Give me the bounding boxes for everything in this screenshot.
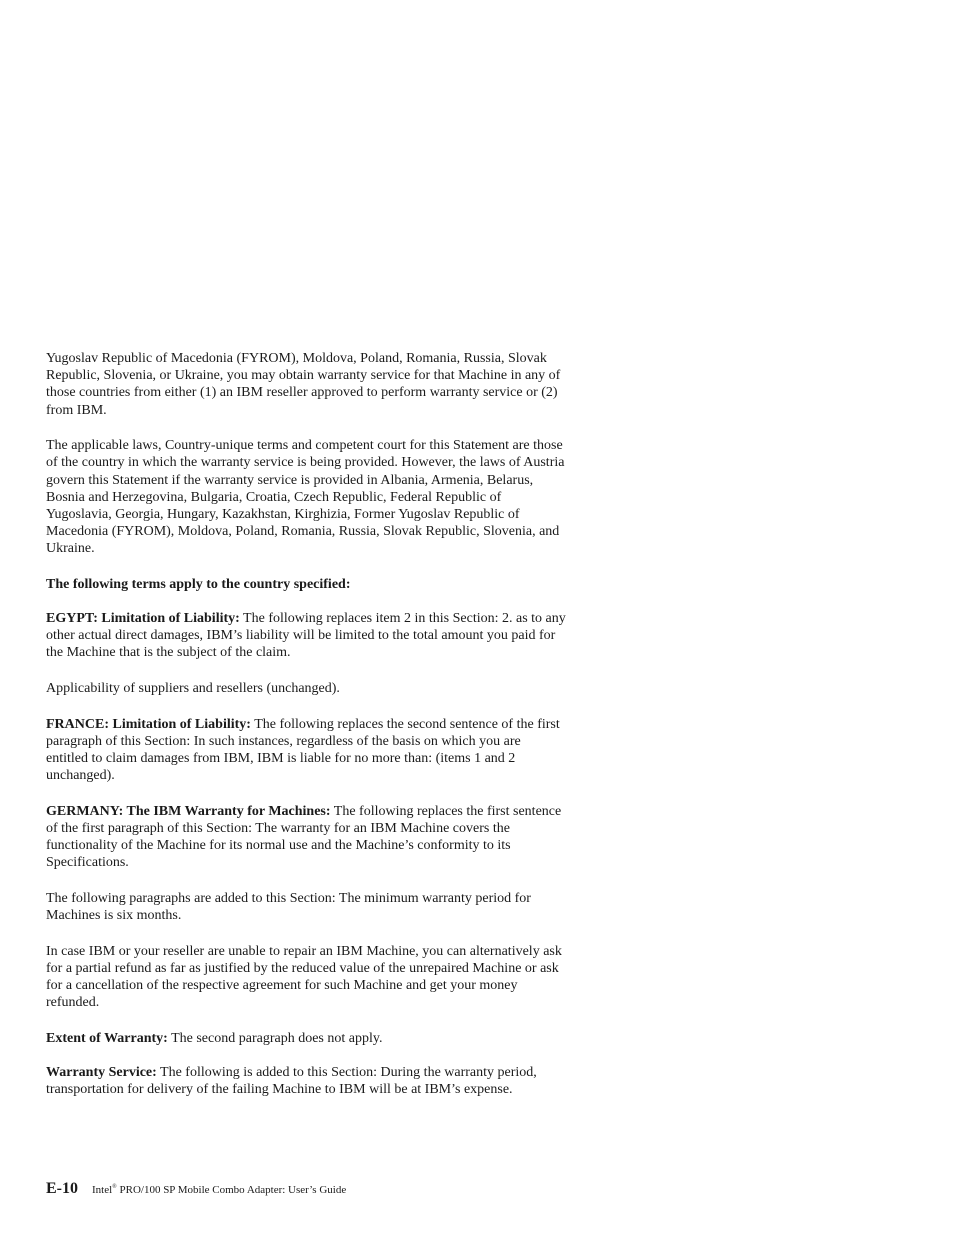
egypt-label: EGYPT: Limitation of Liability:	[46, 611, 240, 627]
page-footer	[46, 1180, 346, 1198]
footer-title	[92, 1184, 346, 1196]
paragraph-suppliers: Applicability of suppliers and resellers (unchanged).	[46, 681, 340, 697]
service-text: The following is added to this Section: During the warranty period, transportation for delivery of the failing Machine to IBM will be at IBM’s expense.	[46, 1065, 537, 1098]
paragraph-egypt	[46, 610, 566, 662]
service-label: Warranty Service:	[46, 1065, 157, 1081]
paragraph-warranty-service	[46, 1064, 566, 1098]
paragraph-minimum-warranty: The following paragraphs are added to this Section: The minimum warranty period for Machines is six months.	[46, 891, 531, 924]
country-terms-heading: The following terms apply to the country specified:	[46, 577, 351, 593]
france-text: The following replaces the second sentence of the first paragraph of this Section: In such instances, regardless of the basis on which you are entitled to claim damages from IBM, IBM is liable for no more than: (items 1 and 2 unchanged).	[46, 716, 560, 784]
page-body	[46, 350, 566, 1117]
page-number: E-10	[46, 1180, 78, 1197]
germany-text: The following replaces the first sentence of the first paragraph of this Section: The warranty for an IBM Machine covers the functionality of the Machine for its normal use and the Machine’s conformity to its Specifications.	[46, 803, 562, 871]
egypt-text: The following replaces item 2 in this Section: 2. as to any other actual direct damages, IBM’s liability will be limited to the total amount you paid for the Machine that is the subject of the claim.	[46, 611, 566, 661]
paragraph-france	[46, 716, 566, 785]
paragraph-country-terms-heading	[46, 576, 566, 593]
france-label: FRANCE: Limitation of Liability:	[46, 716, 251, 732]
registered-mark: ®	[112, 1184, 117, 1190]
footer-brand: Intel	[92, 1184, 113, 1196]
paragraph-applicable-laws: The applicable laws, Country-unique terms and competent court for this Statement are those of the country in which the warranty service is being provided. However, the laws of Austria govern this Statement if the warranty service is provided in Albania, Armenia, Belarus, Bosnia and Herzegovina, Bulgaria, Croatia, Czech Republic, Federal Republic of Yugoslavia, Georgia, Hungary, Kazakhstan, Kirghizia, Former Yugoslav Republic of Macedonia (FYROM), Moldova, Poland, Romania, Russia, Slovak Republic, Slovenia, and Ukraine.	[46, 438, 565, 557]
extent-label: Extent of Warranty:	[46, 1031, 168, 1047]
footer-guide-title: PRO/100 SP Mobile Combo Adapter: User’s Guide	[116, 1184, 347, 1196]
germany-label: GERMANY: The IBM Warranty for Machines:	[46, 803, 331, 819]
extent-text: The second paragraph does not apply.	[167, 1031, 383, 1047]
paragraph-partial-refund: In case IBM or your reseller are unable to repair an IBM Machine, you can alternatively ask for a partial refund as far as justified by the reduced value of the unrepaired Machine or ask for a cancellation of the respective agreement for such Machine and get your money refunded.	[46, 943, 562, 1011]
paragraph-continuation: Yugoslav Republic of Macedonia (FYROM), Moldova, Poland, Romania, Russia, Slovak Republic, Slovenia, or Ukraine, you may obtain warranty service for that Machine in any of those countries from either (1) an IBM reseller approved to perform warranty service or (2) from IBM.	[46, 351, 561, 418]
paragraph-germany	[46, 803, 566, 872]
paragraph-extent	[46, 1030, 566, 1047]
